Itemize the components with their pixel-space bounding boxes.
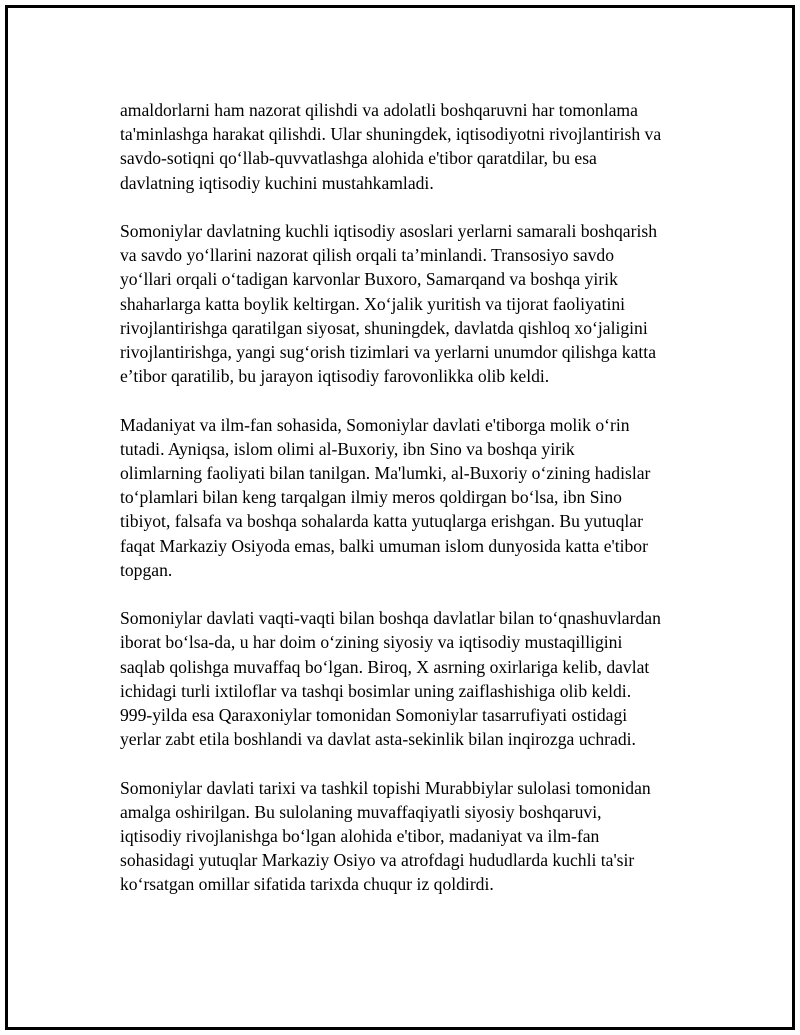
document-body [120, 98, 700, 921]
page-frame [5, 5, 795, 1030]
paragraph-3: Madaniyat va ilm-fan sohasida, Somoniylar davlati e'tiborga molik o‘rin tutadi. Ayniqsa, islom olimi al-Buxoriy, ibn Sino va boshqa yirik olimlarning faoliyati bilan tanilgan. Ma'lumki, al-Buxoriy o‘zining hadislar to‘plamlari bilan keng tarqalgan ilmiy meros qoldirgan bo‘lsa, ibn Sino tibiyot, falsafa va boshqa sohalarda katta yutuqlarga erishgan. Bu yutuqlar faqat Markaziy Osiyoda emas, balki umuman islom dunyosida katta e'tibor topgan. [120, 414, 651, 580]
paragraph-1: amaldorlarni ham nazorat qilishdi va adolatli boshqaruvni har tomonlama ta'minlashga harakat qilishdi. Ular shuningdek, iqtisodiyotni rivojlantirish va savdo-sotiqni qo‘llab-quvvatlashga alohida e'tibor qaratdilar, bu esa davlatning iqtisodiy kuchini mustahkamladi. [120, 100, 662, 193]
paragraph-4: Somoniylar davlati vaqti-vaqti bilan boshqa davlatlar bilan to‘qnashuvlardan iborat bo‘lsa-da, u har doim o‘zining siyosiy va iqtisodiy mustaqilligini saqlab qolishga muvaffaq bo‘lgan. Biroq, X asrning oxirlariga kelib, davlat ichidagi turli ixtiloflar va tashqi bosimlar uning zaiflashishiga olib keldi. 999-yilda esa Qaraxoniylar tomonidan Somoniylar tasarrufiyati ostidagi yerlar zabt etila boshlandi va davlat asta-sekinlik bilan inqirozga uchradi. [120, 608, 661, 750]
paragraph-5: Somoniylar davlati tarixi va tashkil topishi Murabbiylar sulolasi tomonidan amalga oshirilgan. Bu sulolaning muvaffaqiyatli siyosiy boshqaruvi, iqtisodiy rivojlanishga bo‘lgan alohida e'tibor, madaniyat va ilm-fan sohasidagi yutuqlar Markaziy Osiyo va atrofdagi hududlarda kuchli ta'sir ko‘rsatgan omillar sifatida tarixda chuqur iz qoldirdi. [120, 777, 651, 895]
paragraph-2: Somoniylar davlatning kuchli iqtisodiy asoslari yerlarni samarali boshqarish va savdo yo‘llarini nazorat qilish orqali ta’minlandi. Transosiyo savdo yo‘llari orqali o‘tadigan karvonlar Buxoro, Samarqand va boshqa yirik shaharlarga katta boylik keltirgan. Xo‘jalik yuritish va tijorat faoliyatini rivojlantirishga qaratilgan siyosat, shuningdek, davlatda qishloq xo‘jaligini rivojlantirishga, yangi sug‘orish tizimlari va yerlarni unumdor qilishga katta e’tibor qaratilib, bu jarayon iqtisodiy farovonlikka olib keldi. [120, 221, 657, 387]
